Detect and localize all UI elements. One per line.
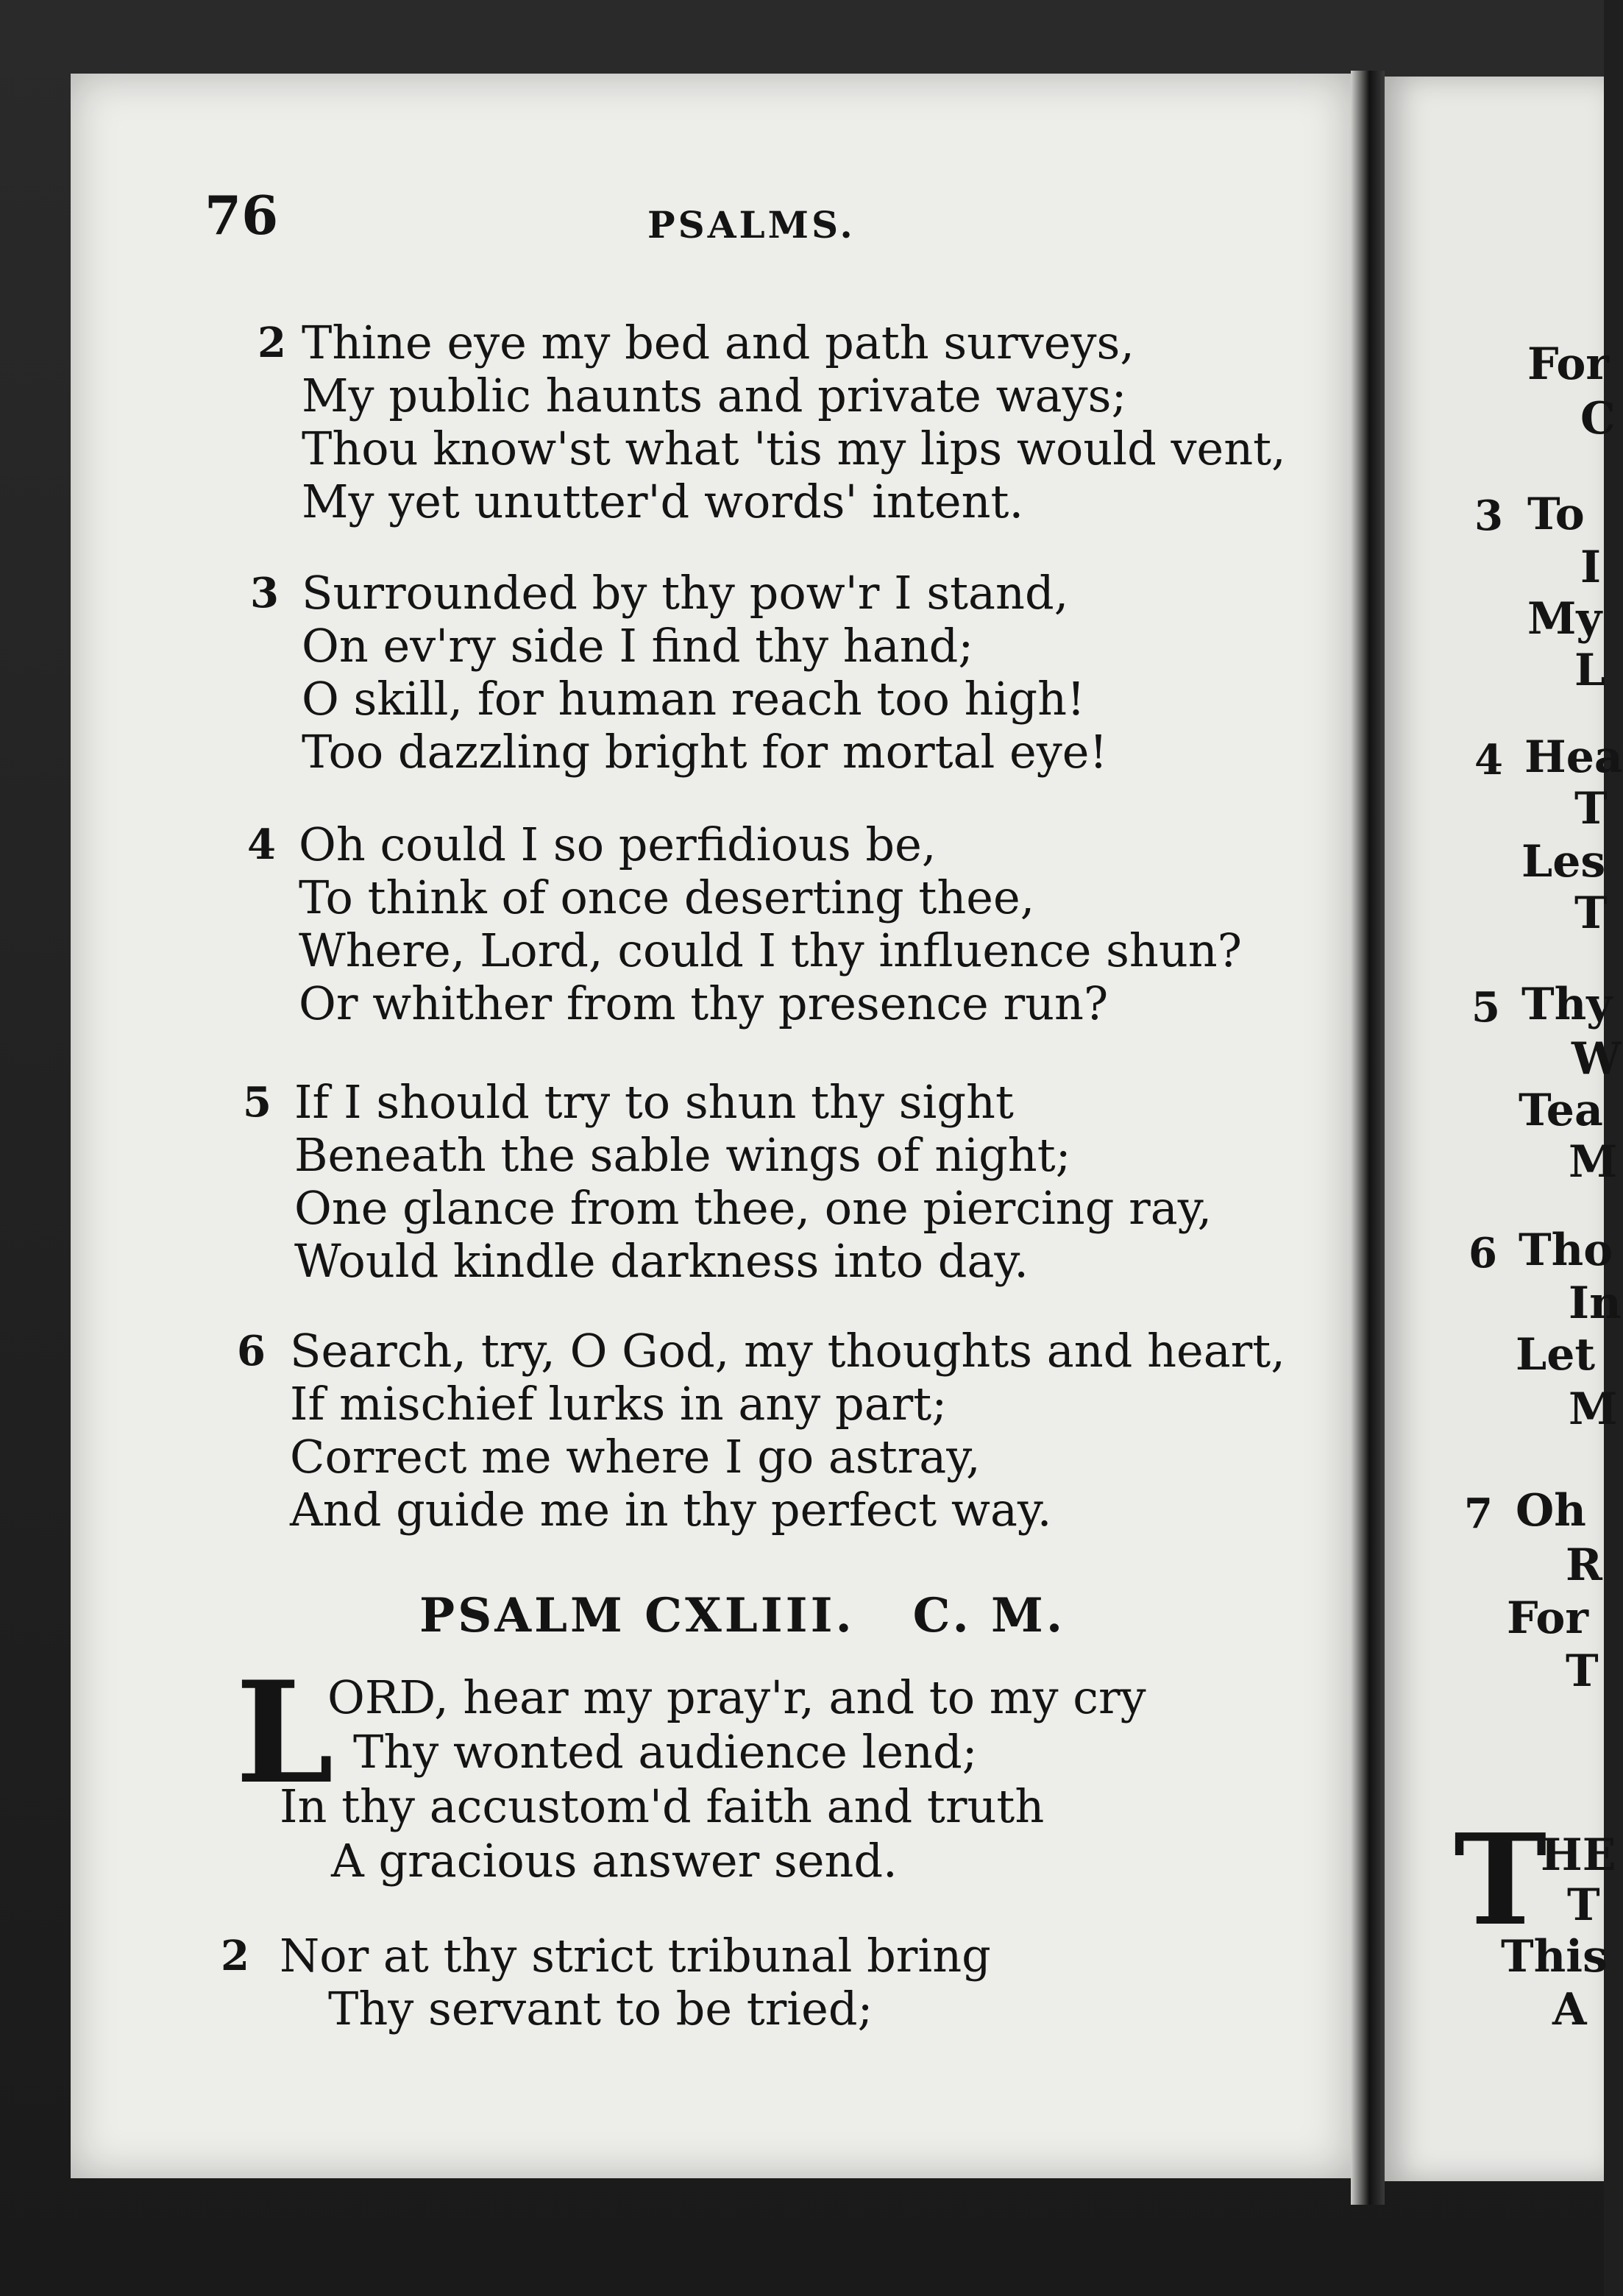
verse-line: ORD, hear my pray'r, and to my cry bbox=[327, 1670, 1146, 1724]
verse-line: Thou know'st what 'tis my lips would vent, bbox=[302, 422, 1286, 475]
verse-line: Thine eye my bed and path surveys, bbox=[302, 316, 1135, 369]
verse-line: My public haunts and private ways; bbox=[302, 369, 1127, 422]
running-head: PSALMS. bbox=[647, 203, 856, 247]
verse-line: In thy accustom'd faith and truth bbox=[280, 1779, 1045, 1833]
stanza bbox=[221, 1324, 1285, 1537]
facing-page-fragment: This bbox=[1501, 1931, 1608, 1983]
facing-page-fragment: Les bbox=[1521, 836, 1606, 887]
verse-line: Or whither from thy presence run? bbox=[299, 977, 1109, 1030]
stanza bbox=[221, 1075, 1212, 1288]
verse-line: A gracious answer send. bbox=[331, 1834, 898, 1888]
verse-line: And guide me in thy perfect way. bbox=[290, 1483, 1052, 1537]
facing-page-fragment: For bbox=[1527, 339, 1609, 390]
stanza bbox=[221, 566, 1108, 779]
verse-line: Would kindle darkness into day. bbox=[294, 1234, 1029, 1288]
verse-line: My yet unutter'd words' intent. bbox=[302, 475, 1024, 528]
facing-page-fragment: T bbox=[1567, 1879, 1600, 1931]
facing-page-number: 3 bbox=[1474, 492, 1503, 540]
verse-line: Search, try, O God, my thoughts and heart, bbox=[290, 1324, 1285, 1378]
verse-line: Thy wonted audience lend; bbox=[353, 1725, 978, 1779]
stanza-number: 6 bbox=[237, 1327, 266, 1375]
facing-page-drop-cap: T bbox=[1454, 1807, 1547, 1954]
verse-line: On ev'ry side I find thy hand; bbox=[302, 619, 974, 673]
verse-line: O skill, for human reach too high! bbox=[302, 672, 1085, 726]
facing-page-number: 6 bbox=[1468, 1229, 1497, 1278]
facing-page-fragment: A bbox=[1552, 1984, 1587, 2035]
stanza bbox=[221, 1929, 991, 2035]
facing-page-fragment: For bbox=[1507, 1592, 1588, 1644]
facing-page-fragment: T bbox=[1574, 783, 1608, 835]
facing-page-fragment: My bbox=[1527, 593, 1602, 645]
facing-page-fragment: Let bbox=[1516, 1329, 1596, 1381]
drop-cap: L bbox=[235, 1651, 334, 1815]
facing-page-fragment: HE bbox=[1541, 1829, 1616, 1881]
verse-line: Nor at thy strict tribunal bring bbox=[280, 1929, 991, 1983]
facing-page-number: 5 bbox=[1471, 983, 1500, 1032]
page-number: 76 bbox=[205, 184, 279, 247]
psalm-first-stanza bbox=[235, 1651, 1146, 1888]
facing-page-fragment: Thy bbox=[1521, 979, 1613, 1030]
facing-page-fragment: Tho bbox=[1519, 1225, 1613, 1276]
verse-line: Too dazzling bright for mortal eye! bbox=[302, 725, 1108, 779]
facing-page-fragment: W bbox=[1571, 1033, 1622, 1085]
stanza-number: 2 bbox=[221, 1932, 249, 1980]
stanza-number: 5 bbox=[243, 1078, 271, 1127]
verse-line: If mischief lurks in any part; bbox=[290, 1377, 948, 1431]
facing-page-fragment: T bbox=[1566, 1645, 1599, 1697]
verse-line: To think of once deserting thee, bbox=[299, 871, 1035, 924]
facing-page-fragment: Oh bbox=[1516, 1485, 1586, 1537]
stanza-number: 4 bbox=[247, 821, 276, 869]
facing-page-fragment: M bbox=[1569, 1136, 1618, 1188]
facing-page-number: 4 bbox=[1474, 736, 1503, 784]
psalm-heading: PSALM CXLIII. C. M. bbox=[419, 1588, 1066, 1643]
verse-line: Surrounded by thy pow'r I stand, bbox=[302, 566, 1069, 620]
verse-line: Thy servant to be tried; bbox=[328, 1982, 873, 2035]
facing-page-fragment: T bbox=[1574, 887, 1608, 939]
facing-page-number: 7 bbox=[1464, 1489, 1493, 1538]
stanza-number: 2 bbox=[258, 319, 286, 367]
facing-page-fragment: To bbox=[1527, 489, 1585, 540]
facing-page-fragment: In bbox=[1569, 1278, 1622, 1329]
stanza bbox=[221, 316, 1286, 528]
verse-line: Oh could I so perfidious be, bbox=[299, 818, 937, 871]
facing-page-fragment: R bbox=[1566, 1539, 1602, 1591]
verse-line: One glance from thee, one piercing ray, bbox=[294, 1181, 1212, 1235]
verse-line: Beneath the sable wings of night; bbox=[294, 1128, 1071, 1182]
verse-line: Where, Lord, could I thy influence shun? bbox=[299, 924, 1242, 977]
facing-page-fragment: I bbox=[1580, 542, 1602, 593]
facing-page-fragment: L bbox=[1574, 645, 1606, 696]
facing-page-fragment: Tea bbox=[1519, 1085, 1603, 1136]
stanza bbox=[221, 818, 1242, 1030]
verse-line: Correct me where I go astray, bbox=[290, 1430, 981, 1484]
facing-page-fragment: M bbox=[1569, 1383, 1618, 1435]
book-gutter bbox=[1351, 71, 1385, 2205]
stanza-number: 3 bbox=[250, 569, 279, 617]
facing-page-fragment: C bbox=[1580, 393, 1616, 444]
facing-page-fragment: Hea bbox=[1524, 731, 1623, 783]
verse-line: If I should try to shun thy sight bbox=[294, 1075, 1014, 1129]
